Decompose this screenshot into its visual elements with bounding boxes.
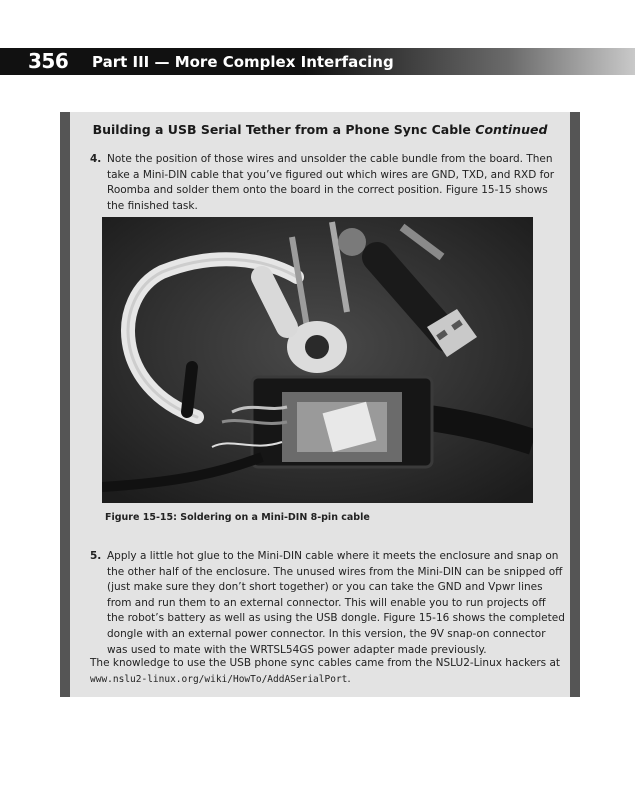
soldering-photo-illustration (102, 217, 533, 503)
sidebar-box (60, 112, 580, 697)
step-5-text: Apply a little hot glue to the Mini-DIN cable where it meets the enclosure and snap on the other half of the enclosure. The unused wires from the Mini-DIN can be snipped off (just make sure they don’t short together) or you can take the GND and Vpwr lines from and run them to an external connector. This will enable you to run projects off the robot’s battery as well as using the USB dongle. Figure 15-16 shows the completed dongle with an external power connector. In this version, the 9V snap-on connector was used to mate with the WRTSL54GS power adapter made previously. (107, 550, 565, 656)
page-number: 356 (28, 49, 69, 73)
closing-text: The knowledge to use the USB phone sync cables came from the NSLU2-Linux hackers at (90, 657, 560, 669)
sidebar-title (70, 122, 570, 138)
step-5-number: 5. (90, 550, 102, 562)
reference-url[interactable]: www.nslu2-linux.org/wiki/HowTo/AddASerialPort (90, 674, 348, 685)
sidebar-title-continued: Continued (475, 122, 548, 137)
closing-paragraph (90, 655, 560, 688)
step-5 (90, 549, 565, 658)
closing-period: . (347, 673, 351, 685)
chapter-title: Part III — More Complex Interfacing (92, 53, 394, 71)
figure-soldering-photo (102, 217, 533, 503)
step-4-number: 4. (90, 153, 102, 165)
figure-caption: Figure 15-15: Soldering on a Mini-DIN 8-pin cable (105, 512, 370, 523)
step-4 (90, 152, 565, 214)
step-4-text: Note the position of those wires and unsolder the cable bundle from the board. Then take a Mini-DIN cable that you’ve figured out which wires are GND, TXD, and RXD for Roomba and solder them onto the board in the correct position. Figure 15-15 shows the finished task. (107, 153, 555, 212)
sidebar-title-main: Building a USB Serial Tether from a Phone Sync Cable (92, 122, 471, 137)
